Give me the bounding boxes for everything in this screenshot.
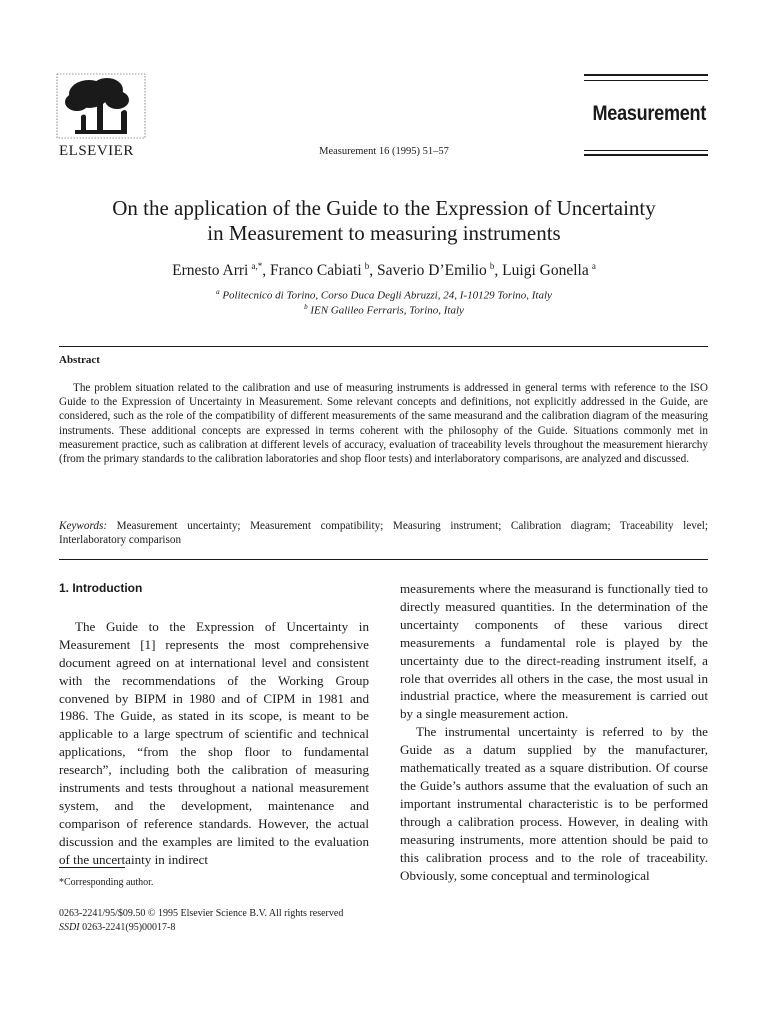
author-affiliation-marker: b (489, 261, 495, 271)
abstract-heading: Abstract (59, 354, 100, 366)
publisher-name: ELSEVIER (59, 143, 134, 159)
body-column-left (59, 580, 369, 869)
ssdi-label: SSDI (59, 922, 80, 933)
author-list (0, 261, 768, 280)
header-rule (584, 154, 708, 156)
author-separator: , (262, 262, 270, 280)
ssdi-line (59, 921, 343, 935)
article-title (40, 196, 728, 246)
author-name: Saverio D’Emilio (377, 262, 487, 280)
affiliation-text: IEN Galileo Ferraris, Torino, Italy (310, 304, 464, 317)
title-line: in Measurement to measuring instruments (207, 221, 561, 245)
section-divider (59, 346, 708, 347)
footnote-rule (59, 867, 125, 868)
copyright-block (59, 907, 343, 935)
affiliation (0, 288, 768, 302)
affiliation (0, 303, 768, 317)
keywords-text: Measurement uncertainty; Measurement compatibility; Measuring instrument; Calibration diagram; Traceability level; Interlaboratory comparison (59, 520, 708, 547)
affiliation-marker: a (216, 288, 220, 296)
title-line: On the application of the Guide to the Expression of Uncertainty (112, 196, 656, 220)
author-affiliation-marker: a (591, 261, 596, 271)
body-paragraph: The Guide to the Expression of Uncertainty in Measurement [1] represents the most comprehensive document agreed on at international level and consistent with the recommendations of the Working Group convened by BIPM in 1980 and of CIPM in 1981 and 1986. The Guide, as stated in its scope, is meant to be applicable to a large spectrum of scientific and technical applications, “from the shop floor to fundamental research”, including both the calibration of measuring instruments and tests throughout a national measurement system, and the development, maintenance and comparison of reference standards. However, the actual discussion and the examples are limited to the evaluation of the uncertainty in indirect (59, 618, 369, 867)
affiliation-marker: b (304, 303, 308, 311)
author-name: Ernesto Arri (172, 262, 249, 280)
section-divider (59, 559, 708, 560)
journal-reference: Measurement 16 (1995) 51–57 (319, 146, 449, 157)
footnote: *Corresponding author. (59, 877, 154, 888)
body-paragraph: The instrumental uncertainty is referred to by the Guide as a datum supplied by the manufacturer, mathematically treated as a square distribution. Of course the Guide’s authors assume that the evaluation of such an important instrumental characteristic is to be performed through a calibration process. However, in dealing with measuring instruments, more attention should be paid to this calibration process and to the role of traceability. Obviously, some conceptual and terminological (400, 724, 708, 883)
body-paragraph: measurements where the measurand is functionally tied to directly measured quantities. In the determination of the uncertainty components of these various direct measurements a fundamental role is played by the uncertainty due to the direct-reading instrument itself, a role that overrides all others in the case, the most usual in industrial practice, where the measurement is carried out by a single measurement action. (400, 581, 708, 722)
author-name: Luigi Gonella (502, 262, 589, 280)
author-affiliation-marker: b (364, 261, 370, 271)
author-name: Franco Cabiati (269, 262, 362, 280)
copyright-line: 0263-2241/95/$09.50 © 1995 Elsevier Science B.V. All rights reserved (59, 908, 344, 919)
body-column-right (400, 580, 708, 884)
header-rule (584, 150, 708, 151)
author-affiliation-marker: a,* (251, 261, 263, 271)
ssdi-value: 0263-2241(95)00017-8 (82, 922, 176, 933)
header-rule (584, 74, 708, 76)
author-separator: , (494, 262, 503, 280)
abstract-text: The problem situation related to the calibration and use of measuring instruments is addressed in general terms with reference to the ISO Guide to the Expression of Uncertainty in Measurement. Some relevant concepts and definitions, not explicitly addressed in the Guide, are considered, such as the role of the compatibility of different measurements of the same measurand and the calibration diagram of the measuring instruments. These additional concepts are expressed in terms coherent with the philosophy of the Guide. Situations commonly met in measurement practice, such as calibration at different levels of accuracy, evaluation of traceability levels throughout the measurement hierarchy (from the primary standards to the calibration laboratories and shop floor tests) and interlaboratory comparisons, are analyzed and discussed. (59, 382, 708, 466)
keywords (59, 519, 708, 547)
affiliation-text: Politecnico di Torino, Corso Duca Degli Abruzzi, 24, I-10129 Torino, Italy (222, 289, 552, 302)
author-separator: , (369, 262, 378, 280)
elsevier-tree-icon (55, 72, 147, 140)
keywords-label: Keywords: (59, 520, 108, 532)
journal-name: Measurement (592, 102, 706, 125)
section-heading: 1. Introduction (59, 581, 143, 595)
header-rule (584, 80, 708, 81)
